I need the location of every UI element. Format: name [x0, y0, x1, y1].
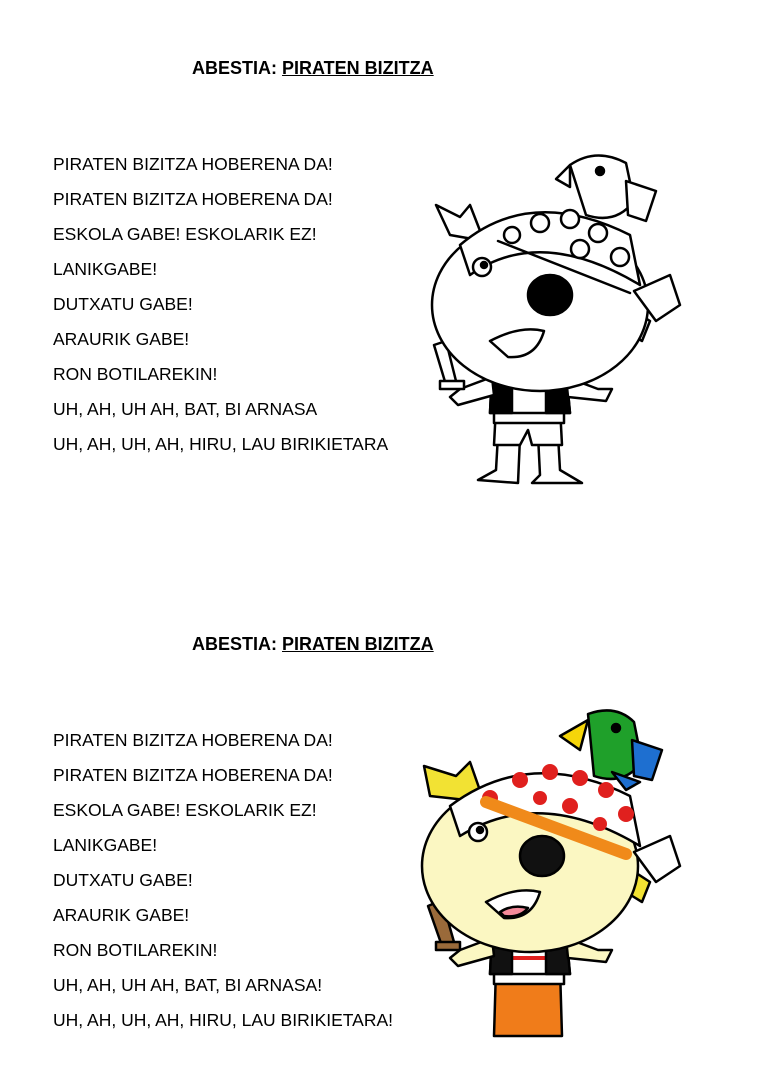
lyric-line: UH, AH, UH AH, BAT, BI ARNASA [53, 399, 318, 419]
lyric-line: PIRATEN BIZITZA HOBERENA DA! [53, 154, 333, 174]
lyric-line: DUTXATU GABE! [53, 870, 193, 890]
title-prefix: ABESTIA: [192, 634, 277, 654]
title-prefix: ABESTIA: [192, 58, 277, 78]
song-title [192, 634, 434, 655]
lyric-line: ESKOLA GABE! ESKOLARIK EZ! [53, 224, 317, 244]
pirate-color-illustration [420, 706, 690, 1056]
song-name: PIRATEN BIZITZA [282, 58, 434, 78]
song-sheet-bottom [0, 576, 768, 1076]
lyric-line: ESKOLA GABE! ESKOLARIK EZ! [53, 800, 317, 820]
lyric-line: ARAURIK GABE! [53, 905, 190, 925]
lyric-line: UH, AH, UH, AH, HIRU, LAU BIRIKIETARA! [53, 1010, 394, 1030]
lyric-line: DUTXATU GABE! [53, 294, 193, 314]
pirate-outline-illustration [420, 145, 690, 495]
lyric-line: UH, AH, UH AH, BAT, BI ARNASA! [53, 975, 323, 995]
lyric-line: PIRATEN BIZITZA HOBERENA DA! [53, 765, 333, 785]
lyrics-list [53, 152, 388, 467]
lyric-line: LANIKGABE! [53, 259, 158, 279]
lyric-line: RON BOTILAREKIN! [53, 940, 218, 960]
lyric-line: UH, AH, UH, AH, HIRU, LAU BIRIKIETARA [53, 434, 389, 454]
lyric-line: PIRATEN BIZITZA HOBERENA DA! [53, 730, 333, 750]
lyric-line: PIRATEN BIZITZA HOBERENA DA! [53, 189, 333, 209]
lyric-line: ARAURIK GABE! [53, 329, 190, 349]
lyric-line: LANIKGABE! [53, 835, 158, 855]
song-title [192, 58, 434, 79]
song-name: PIRATEN BIZITZA [282, 634, 434, 654]
lyric-line: RON BOTILAREKIN! [53, 364, 218, 384]
lyrics-list [53, 728, 393, 1043]
song-sheet-top [0, 0, 768, 500]
